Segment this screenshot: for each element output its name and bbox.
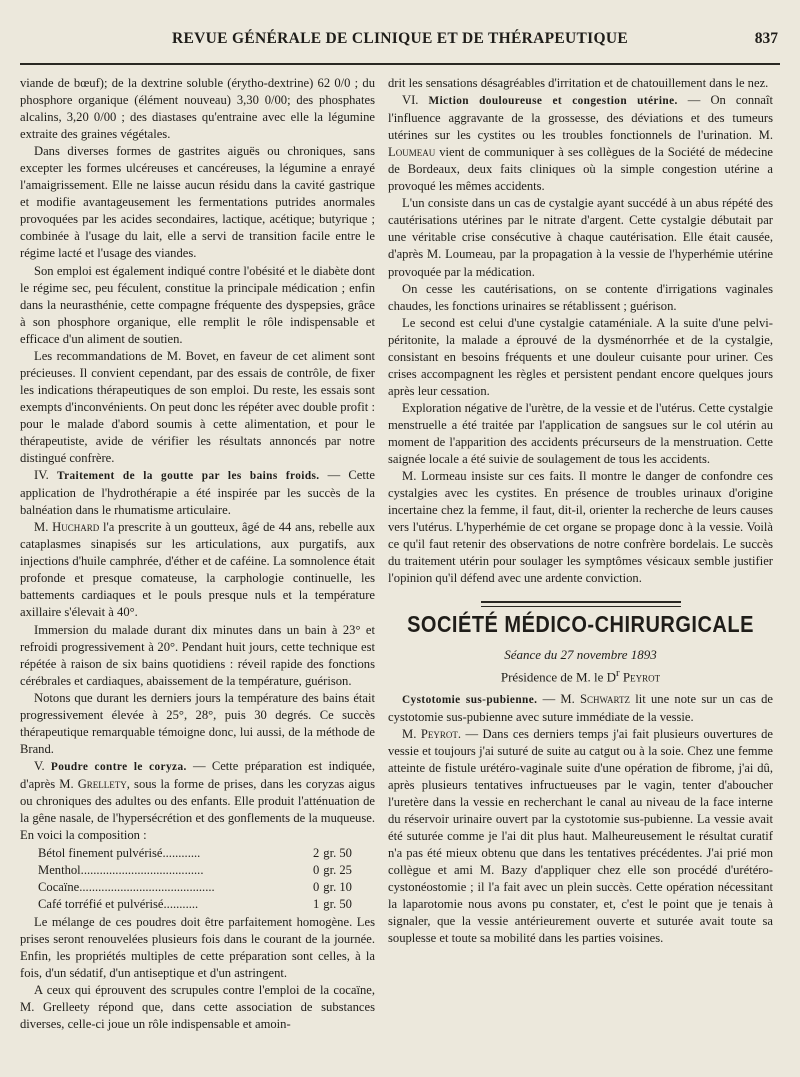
paragraph: viande de bœuf); de la dextrine soluble (érytho-dextrine) 62 0/0 ; du phosphore organique (élément nouveau) 3,30 0/00; des phosphates alcalins, 3,20 0/00 ; des diastases qu'entraine avec elle la légumine extraite des graines végétales. <box>20 76 375 142</box>
text: r <box>616 667 620 680</box>
text: lit une note sur un cas de cystotomie sus-pubienne avec suture immédiate de la vessie. <box>388 691 774 724</box>
quantity: 2 <box>312 846 320 861</box>
paragraph: Son emploi est également indiqué contre l'obésité et le diabète dont le régime sec, peu féculent, constitue la principale médication ; enfin dans la neurasthénie, cette compagne fréquente des dyspepsies, grâce à son phosphore organique, elle remplit le rôle indispensable et efficace d'un aliment de soutien. <box>20 263 375 346</box>
formula-table <box>38 845 375 913</box>
cystotomy-paragraph <box>388 691 773 726</box>
author-name: Schwartz <box>580 691 630 706</box>
formula-row <box>38 862 375 879</box>
paragraph: Immersion du malade durant dix minutes dans un bain à 23° et refroidi progressivement à 20°. Pendant huit jours, cette technique est répétée à raison de six bains quotidiens : réveil rapide des fonctions cérébrales et cardiaques, abaissement de la température, guérison. <box>20 622 375 688</box>
section-vi <box>388 92 773 195</box>
ingredient: Café torréfié et pulvérisé........... <box>38 897 199 912</box>
running-title: REVUE GÉNÉRALE DE CLINIQUE ET DE THÉRAPEUTIQUE <box>172 30 628 47</box>
divider <box>481 606 681 607</box>
right-column <box>388 75 773 947</box>
section-number: VI. <box>402 93 419 108</box>
paragraph: Le second est celui d'une cystalgie cataméniale. A la suite d'une pelvi-péritonite, la malade a éprouvé de la dysménorrhée et de la cystalgie, consistant en besoins fréquents et une douleur cuisante pour uriner. Ces crises accompagnent les règles et persistent pendant encore quelques jours après leur cessation. <box>388 315 773 398</box>
text: M. <box>34 520 53 535</box>
text: , sous la forme de prises, dans les coryzas aigus ou chroniques des adultes ou des enfants. Elle produit l'atténuation de la gêne nasale, de l'hypersécrétion et des gonflements de la muqueuse. En voici la composition : <box>20 776 375 843</box>
unit: gr. 10 <box>323 880 352 895</box>
text: vient de communiquer à ses collègues de la Société de médecine de Bordeaux, deux faits cliniques où la simple congestion utérine a provoqué les mêmes accidents. <box>388 145 773 194</box>
divider <box>481 601 681 603</box>
paragraph <box>20 519 375 621</box>
paragraph: Dans diverses formes de gastrites aiguës ou chroniques, sans excepter les formes ulcéreuses et cancéreuses, la légumine a enrayé l'amaigrissement. Elle ne laisse aucun résidu dans la cavité gastrique et modifie avantageusement les fermentations putrides anormales provoquées par les acides secondaires, lactique, acétique; butyrique ; combinée à l'usage du lait, elle a servi de transition facile entre le régime lacté et l'usage des viandes. <box>20 144 375 261</box>
formula-row <box>38 845 375 862</box>
text: l'a prescrite à un goutteux, âgé de 44 ans, rebelle aux cataplasmes sinapisés sur les articulations, aux purgatifs, aux injections d'huile camphrée, d'éther et de caféine. La somnolence était profonde et presque comateuse, la carphologie continuelle, les battements cardiaques et le pouls presque nuls et la température axillaire s'élevait à 40°. <box>20 520 375 620</box>
section-iv <box>20 467 375 519</box>
section-text: — Cette application de l'hydrothérapie a été inspirée par les succès de la balnéation dans le rhumatisme articulaire. <box>20 468 375 518</box>
unit: gr. 25 <box>323 863 352 878</box>
paragraph: Le mélange de ces poudres doit être parfaitement homogène. Les prises seront renouvelées plusieurs fois dans le courant de la journée. Enfin, les propriétés multiples de cette préparation sont celles, à la fois, d'un sédatif, d'un antiseptique et d'un astringent. <box>20 915 375 981</box>
text: — On connaît l'influence aggravante de la grossesse, des déviations et des tumeurs utérines sur les cystites ou les troubles fonctionnels de l'urination. M. <box>388 93 773 143</box>
society-heading <box>388 601 773 686</box>
paragraph: drit les sensations désagréables d'irritation et de chatouillement dans le nez. <box>388 76 769 90</box>
quantity: 0 <box>312 863 320 878</box>
left-column <box>20 75 375 1033</box>
section-v <box>20 758 375 844</box>
section-title: Cystotomie sus-pubienne. <box>402 693 538 706</box>
text: M. <box>402 726 421 741</box>
text: . — Dans ces derniers temps j'ai fait plusieurs ouvertures de vessie et toujours j'ai suturé de suite au catgut ou à la soie. Chez une femme atteinte de fistule urétéro-vaginale suite d'une opération de fibrome, j'ai dû, après plusieurs tentatives infructueuses par le vagin, tenter d'aboucher l'uretère dans la vessie en recherchant le canal au niveau de la face interne du réservoir urinaire ouvert par la cystotomie sus-pubienne. La vessie avait été suturée comme je l'ai dit plus haut. Malheureusement le résultat curatif n'a pas été mieux obtenu que dans les tentatives précédentes. J'ai prié mon collègue et ami M. Bazy d'appliquer chez elle son procédé d'urétéro-cystonéostomie ; il l'a fait avec un plein succès. Cette opération nécessitant la laparotomie nous avons pu constater, et, c'est le point que je tenais à signaler, que la vessie antérieurement ouverte et suturée avait toute sa souplesse et toute sa mobilité dans les parties voisines. <box>388 726 773 946</box>
ingredient: Cocaïne........................................... <box>38 880 215 895</box>
unit: gr. 50 <box>323 846 352 861</box>
ingredient: Menthol....................................... <box>38 863 204 878</box>
quantity: 0 <box>312 880 320 895</box>
paragraph <box>388 726 773 948</box>
unit: gr. 50 <box>323 897 352 912</box>
quantity: 1 <box>312 897 320 912</box>
ingredient: Bétol finement pulvérisé............ <box>38 846 201 861</box>
paragraph: Les recommandations de M. Bovet, en faveur de cet aliment sont précieuses. Il convient cependant, par des essais de contrôle, de fixer les indications thérapeutiques de son emploi. Du reste, les essais sont exempts d'inconvénients. On peut donc les répéter avec double profit : pour le malade d'abord soumis à cette alimentation, et pour le thérapeutiste, avide de vérifier les résultats annoncés par notre distingué confrère. <box>20 348 375 466</box>
header-rule <box>20 63 780 65</box>
paragraph: Exploration négative de l'urètre, de la vessie et de l'utérus. Cette cystalgie menstruelle a été traitée par l'application de sangsues sur le col utérin au moment de l'apparition des accidents précurseurs de la menstruation. Cette saignée locale a été suivie de soulagement de tous les accidents. <box>388 400 773 467</box>
page-header <box>20 30 780 52</box>
formula-row <box>38 896 375 913</box>
paragraph: M. Lormeau insiste sur ces faits. Il montre le danger de confondre ces cystalgies avec les cystites. En présence de troubles urinaux d'origine incertaine chez la femme, il faut, dit-il, orienter la recherche de leurs causes vers l'utérus. L'hyperhémie de cet organe se propage donc à la vessie. Voilà ce qu'il faut retenir des observations de notre confrère bordelais. Le succès du traitement utérin pour soulager les symptômes vésicaux semble justifier l'opinion qu'il défend avec une ardente conviction. <box>388 469 773 586</box>
paragraph: On cesse les cautérisations, on se contente d'irrigations vaginales chaudes, les fonctions urinaires se rétablissent ; guérison. <box>388 281 773 313</box>
author-name: Loumeau <box>388 145 436 160</box>
section-number: V. <box>34 758 45 773</box>
formula-row <box>38 879 375 896</box>
text: Présidence de M. le D <box>500 669 617 685</box>
section-number: IV. <box>34 468 49 483</box>
paragraph: Notons que durant les derniers jours la température des bains était progressivement élevée à 25°, 28°, puis 30 degrés. Ce succès thérapeutique remarquable témoigne donc, lui aussi, de la méthode de Brand. <box>20 690 375 756</box>
section-title: Traitement de la goutte par les bains froids. <box>56 470 320 483</box>
author-name: Huchard <box>52 520 100 535</box>
paragraph: A ceux qui éprouvent des scrupules contre l'emploi de la cocaïne, M. Grelleety répond que, dans cette association de substances diverses, celle-ci joue un rôle indispensable et amoin- <box>20 983 375 1032</box>
section-title: Miction douloureuse et congestion utérine. <box>428 95 678 108</box>
section-title: Poudre contre le coryza. <box>50 760 187 773</box>
author-name: Grellety <box>77 776 127 791</box>
text: — M. <box>537 691 581 706</box>
text: — Cette préparation est indiquée, d'après M. <box>20 758 375 791</box>
society-title: SOCIÉTÉ MÉDICO-CHIRURGICALE <box>407 612 754 638</box>
author-name: Peyrot <box>420 726 458 741</box>
author-name: Peyrot <box>619 669 661 685</box>
session-date: Séance du 27 novembre 1893 <box>504 647 657 663</box>
paragraph: L'un consiste dans un cas de cystalgie ayant succédé à un abus répété des cautérisations utérines par le nitrate d'argent. Cette cystalgie débutait par une véritable crise consécutive à chaque cautérisation. Elle était causée, d'après M. Loumeau, par la propagation à la vessie de l'hyperhémie utérine provoquée par la médication. <box>388 196 773 279</box>
page-number: 837 <box>754 30 778 47</box>
presidency <box>388 664 773 686</box>
